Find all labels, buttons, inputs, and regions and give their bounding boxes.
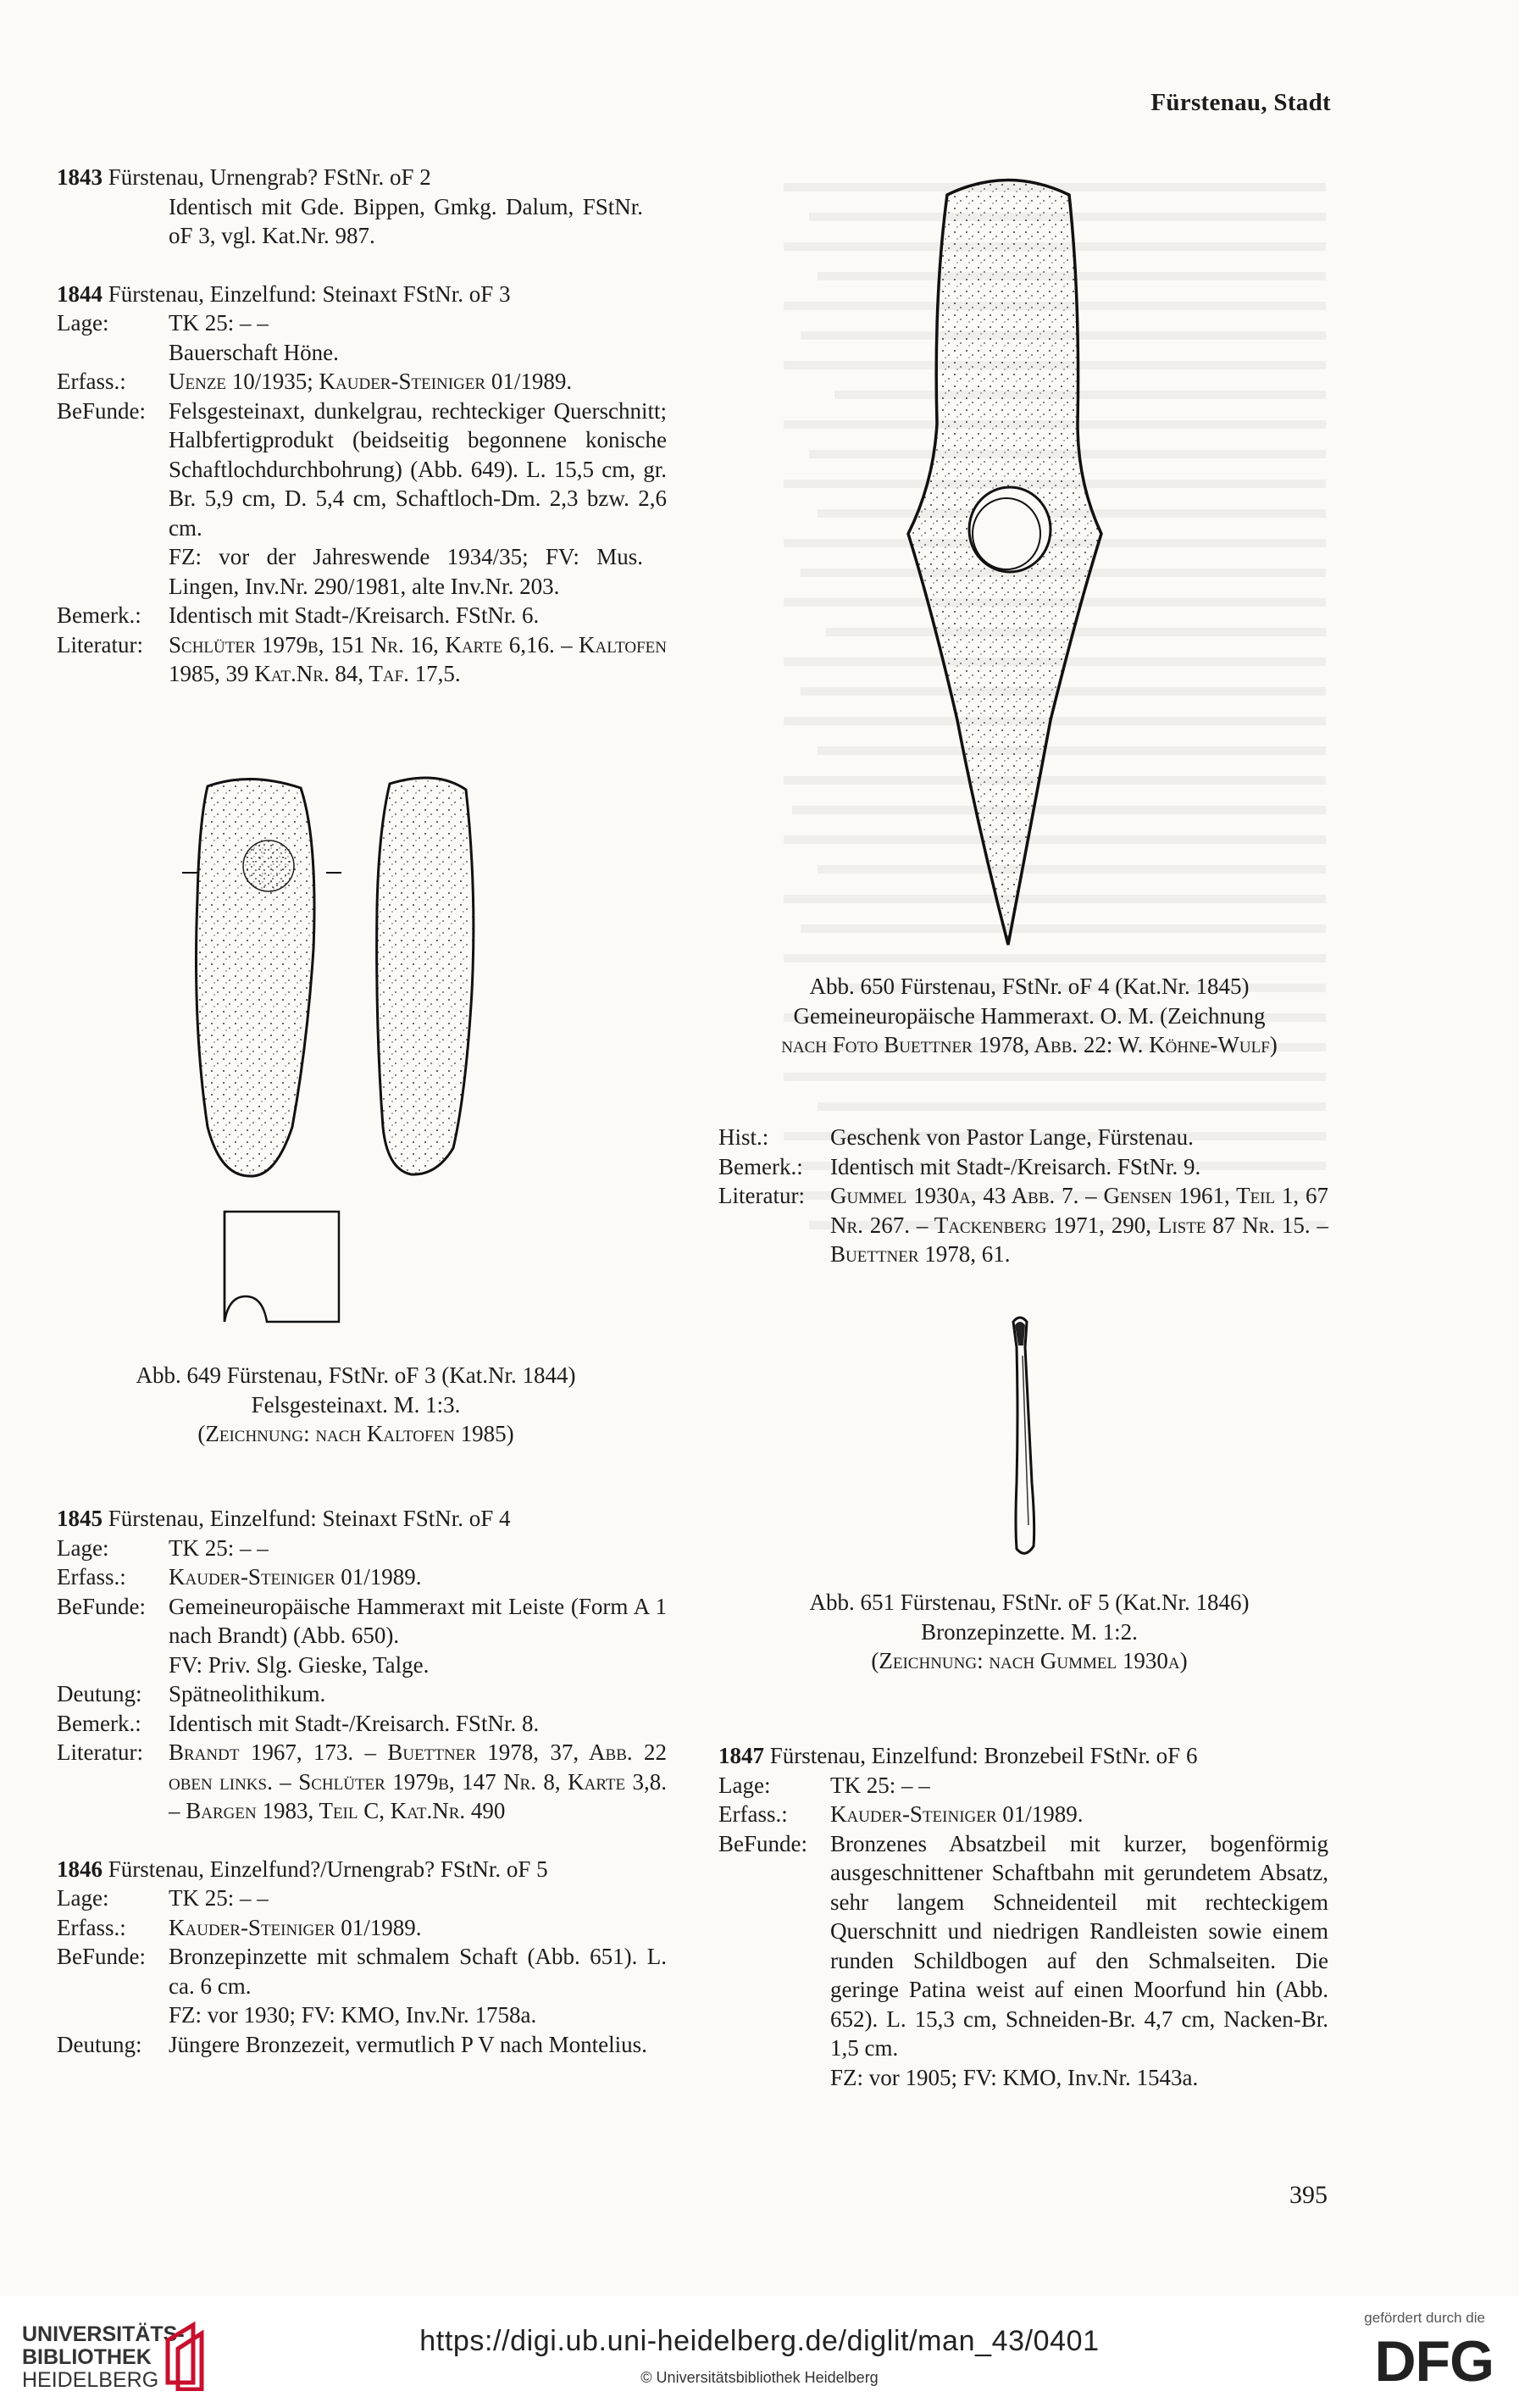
field-literatur: [718, 1181, 1328, 1269]
page-number: 395: [1289, 2181, 1328, 2209]
field-value: Kauder-Steiniger 01/1989.: [830, 1801, 1084, 1827]
field-fz: FZ: vor 1905; FV: KMO, Inv.Nr. 1543a.: [830, 2064, 1199, 2090]
field-literatur: [57, 630, 667, 689]
caption-line: Bronzepinzette. M. 1:2.: [921, 1618, 1138, 1645]
funding-note: gefördert durch die: [1364, 2310, 1485, 2326]
field-value: TK 25: – –: [169, 1534, 269, 1561]
field-lage: [718, 1771, 1328, 1800]
field-label: Literatur:: [718, 1183, 805, 1208]
field-value: Spätneolithikum.: [169, 1681, 326, 1706]
entry-title: [718, 1741, 1328, 1771]
field-label: BeFunde:: [57, 1944, 146, 1969]
caption-line: (Zeichnung: nach Kaltofen 1985): [197, 1421, 514, 1446]
right-column: [718, 1123, 1328, 1269]
caption-line: Abb. 649 Fürstenau, FStNr. oF 3 (Kat.Nr. 1844): [136, 1362, 576, 1388]
entry-number: 1844: [57, 280, 103, 307]
field-label: Lage:: [57, 1534, 109, 1561]
spacer: [57, 251, 667, 280]
field-label: BeFunde:: [718, 1830, 807, 1856]
field-value: Identisch mit Stadt-/Kreisarch. FStNr. 6.: [169, 602, 540, 628]
field-erfass: [57, 1913, 667, 1943]
field-lage-cont: Bauerschaft Höne.: [169, 339, 339, 365]
left-column-lower: [57, 1504, 667, 2059]
logo-line: UNIVERSITÄTS-: [22, 2322, 185, 2346]
field-value: Geschenk von Pastor Lange, Fürstenau.: [830, 1124, 1194, 1150]
field-fz: FZ: vor der Jahreswende 1934/35; FV: Mus. Lingen, Inv.Nr. 290/1981, alte Inv.Nr. 203.: [169, 544, 643, 599]
shaft-hole-start: [243, 841, 294, 891]
field-value: Uenze 10/1935; Kauder-Steiniger 01/1989.: [169, 369, 573, 394]
field-fz: FV: Priv. Slg. Gieske, Talge.: [169, 1651, 430, 1678]
entry-heading: Fürstenau, Einzelfund: Steinaxt FStNr. oF 3: [108, 280, 511, 307]
entry-heading: Fürstenau, Einzelfund: Steinaxt FStNr. oF 4: [108, 1506, 511, 1531]
field-label: Lage:: [57, 1885, 109, 1911]
caption-line: Gemeineuropäische Hammeraxt. O. M. (Zeichnung: [793, 1002, 1266, 1029]
field-label: Hist.:: [718, 1124, 769, 1150]
field-lage: [57, 1534, 667, 1563]
field-befunde: [718, 1829, 1328, 2063]
field-befunde: [57, 1592, 667, 1651]
field-bemerk: [718, 1152, 1328, 1182]
shaft-hole: [969, 487, 1051, 572]
figure-650-drawing: [881, 169, 1135, 957]
copyright-notice: © Universitätsbibliothek Heidelberg: [640, 2369, 879, 2386]
field-befunde: [57, 1942, 667, 2000]
entry-number: 1843: [57, 164, 103, 190]
field-erfass: [718, 1800, 1328, 1829]
field-value: Bronzepinzette mit schmalem Schaft (Abb. 651). L. ca. 6 cm.: [169, 1944, 667, 1999]
caption-line: Abb. 650 Fürstenau, FStNr. oF 4 (Kat.Nr. 1845): [809, 974, 1250, 999]
document-url-link[interactable]: https://digi.ub.uni-heidelberg.de/diglit/man_43/0401: [419, 2325, 1100, 2357]
field-value: Kauder-Steiniger 01/1989.: [169, 1914, 422, 1940]
field-label: Erfass.:: [57, 1564, 126, 1590]
field-label: Literatur:: [57, 631, 143, 657]
entry-1847: [718, 1741, 1328, 2092]
dfg-logo: DFG: [1374, 2329, 1494, 2394]
entry-heading: Fürstenau, Einzelfund?/Urnengrab? FStNr. oF 5: [108, 1856, 548, 1882]
field-value: TK 25: – –: [169, 1885, 269, 1911]
field-befunde: [57, 397, 667, 543]
field-value: Identisch mit Stadt-/Kreisarch. FStNr. 9.: [830, 1153, 1201, 1179]
field-deutung: [57, 1679, 667, 1709]
entry-title: [57, 1504, 667, 1534]
field-label: Bemerk.:: [57, 1710, 141, 1736]
entry-1844: [57, 280, 667, 689]
logo-line: HEIDELBERG: [22, 2368, 159, 2392]
field-erfass: [57, 367, 667, 397]
entry-number: 1845: [57, 1506, 103, 1531]
axe-cross-section: [225, 1212, 339, 1322]
entry-1843: [57, 163, 667, 251]
spacer: [57, 1826, 667, 1855]
field-value: Bronzenes Absatzbeil mit kurzer, bogenförmig ausgeschnittener Schaftbahn mit gerundetem Absatz, sehr langem Schneidenteil mit rechteckigem Querschnitt und niedrigen Randleisten sowie einem runden Schildbogen auf den Schmalseiten. Die geringe Patina weist auf einen Moorfund hin (Abb. 652). L. 15,3 cm, Schneiden-Br. 4,7 cm, Nacken-Br. 1,5 cm.: [830, 1830, 1328, 2061]
left-column: [57, 163, 667, 689]
logo-line: BIBLIOTHEK: [22, 2345, 152, 2369]
entry-1845-continued: [718, 1123, 1328, 1269]
entry-heading: Fürstenau, Einzelfund: Bronzebeil FStNr. oF 6: [769, 1743, 1198, 1768]
caption-abb-649: [85, 1361, 627, 1449]
field-lage: [57, 308, 667, 338]
footer-bar: [0, 2296, 1519, 2408]
right-column-lower: [718, 1741, 1328, 2092]
caption-abb-650: [737, 972, 1322, 1060]
field-value: Identisch mit Stadt-/Kreisarch. FStNr. 8.: [169, 1710, 540, 1736]
field-label: Erfass.:: [718, 1801, 788, 1827]
running-head: Fürstenau, Stadt: [1150, 89, 1331, 116]
caption-line: nach Foto Buettner 1978, Abb. 22: W. Köhne-Wulf): [781, 1032, 1278, 1057]
caption-abb-651: [737, 1588, 1322, 1676]
entry-title: [57, 280, 667, 309]
field-value: Gummel 1930a, 43 Abb. 7. – Gensen 1961, Teil 1, 67 Nr. 267. – Tackenberg 1971, 290, Liste 87 Nr. 15. – Buettner 1978, 61.: [830, 1183, 1328, 1267]
field-value: Jüngere Bronzezeit, vermutlich P V nach Montelius.: [169, 2031, 647, 2057]
field-label: Erfass.:: [57, 369, 126, 394]
field-label: BeFunde:: [57, 397, 146, 424]
entry-heading: Fürstenau, Urnengrab? FStNr. oF 2: [108, 164, 431, 190]
entry-text: Identisch mit Gde. Bippen, Gmkg. Dalum, FStNr. oF 3, vgl. Kat.Nr. 987.: [169, 193, 643, 248]
field-erfass: [57, 1562, 667, 1592]
field-literatur: [57, 1738, 667, 1826]
field-value: Felsgesteinaxt, dunkelgrau, rechteckiger Querschnitt; Halbfertigprodukt (beidseitig begonnene konische Schaftlochdurchbohrung) (Abb. 649). L. 15,5 cm, gr. Br. 5,9 cm, D. 5,4 cm, Schaftloch-Dm. 2,3 bzw. 2,6 cm.: [169, 397, 667, 541]
field-label: Deutung:: [57, 1681, 142, 1706]
field-lage: [57, 1884, 667, 1913]
field-label: Lage:: [57, 310, 109, 336]
field-value: TK 25: – –: [169, 310, 269, 336]
caption-line: Felsgesteinaxt. M. 1:3.: [251, 1391, 461, 1418]
field-hist: [718, 1123, 1328, 1152]
field-label: Lage:: [718, 1772, 771, 1798]
field-value: TK 25: – –: [830, 1772, 930, 1798]
field-label: BeFunde:: [57, 1593, 146, 1619]
field-label: Literatur:: [57, 1739, 143, 1765]
field-label: Deutung:: [57, 2031, 142, 2057]
axe-front-view: [197, 779, 315, 1176]
entry-number: 1847: [718, 1743, 764, 1768]
figure-649-drawing: [174, 771, 538, 1347]
field-label: Erfass.:: [57, 1914, 126, 1940]
axe-side-view: [377, 778, 474, 1174]
field-bemerk: [57, 1709, 667, 1739]
entry-number: 1846: [57, 1856, 103, 1882]
field-deutung: [57, 2030, 667, 2060]
entry-title: [57, 163, 667, 192]
caption-line: (Zeichnung: nach Gummel 1930a): [871, 1648, 1188, 1673]
field-fz: FZ: vor 1930; FV: KMO, Inv.Nr. 1758a.: [169, 2002, 537, 2028]
field-value: Brandt 1967, 173. – Buettner 1978, 37, Abb. 22 oben links. – Schlüter 1979b, 147 Nr. 8, Karte 3,8. – Bargen 1983, Teil C, Kat.Nr. 490: [169, 1739, 667, 1823]
field-label: Bemerk.:: [57, 602, 141, 628]
entry-1845: [57, 1504, 667, 1826]
figure-651-drawing: [991, 1313, 1059, 1567]
field-bemerk: [57, 601, 667, 630]
field-value: Schlüter 1979b, 151 Nr. 16, Karte 6,16. – Kaltofen 1985, 39 Kat.Nr. 84, Taf. 17,5.: [169, 631, 667, 686]
entry-title: [57, 1855, 667, 1884]
tweezers-outline: [1013, 1318, 1034, 1553]
entry-1846: [57, 1855, 667, 2060]
field-label: Bemerk.:: [718, 1153, 803, 1179]
caption-line: Abb. 651 Fürstenau, FStNr. oF 5 (Kat.Nr. 1846): [809, 1590, 1250, 1615]
field-value: Kauder-Steiniger 01/1989.: [169, 1564, 422, 1590]
field-value: Gemeineuropäische Hammeraxt mit Leiste (Form A 1 nach Brandt) (Abb. 650).: [169, 1593, 667, 1648]
